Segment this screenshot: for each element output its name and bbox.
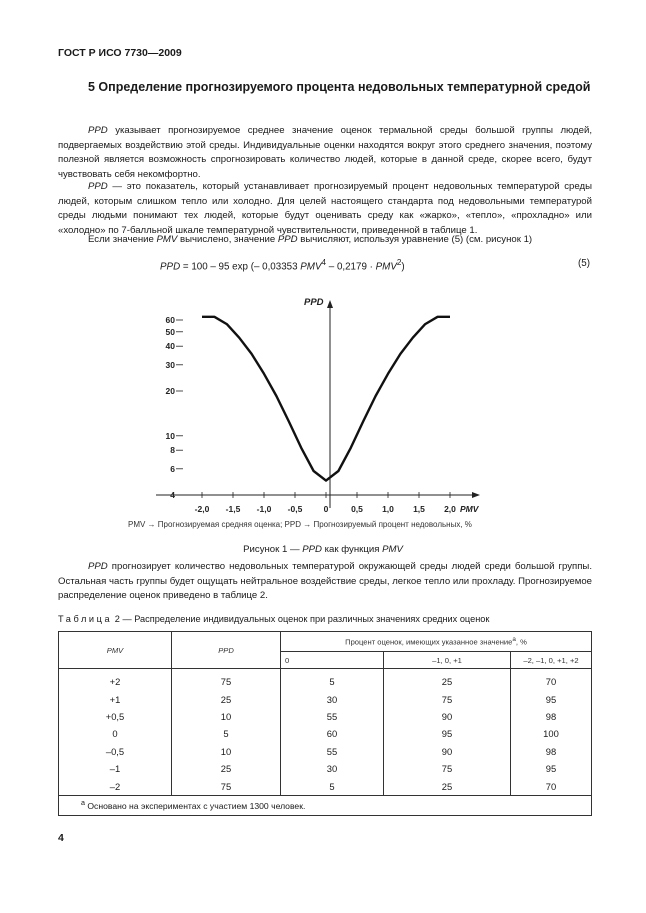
paragraph-equation-reference <box>58 233 592 248</box>
y-tick-label: 40 <box>165 341 175 352</box>
caption-text: Рисунок 1 — <box>243 544 303 555</box>
column-header-0: 0 <box>281 652 384 669</box>
y-tick-label: 20 <box>165 385 175 396</box>
table-cell: 75 <box>172 777 281 795</box>
x-tick-label: 1,0 <box>382 504 394 514</box>
table-caption-word: Таблица <box>58 614 113 624</box>
term-ppd: PPD <box>88 125 108 136</box>
x-tick-label: -2,0 <box>194 504 210 514</box>
table-row <box>59 777 592 795</box>
column-header-1: –1, 0, +1 <box>384 652 511 669</box>
distribution-table <box>58 631 592 816</box>
table-cell: –1 <box>59 760 172 777</box>
paragraph-text: прогнозирует количество недовольных температурой окружающей среды людей среди большой группы. Остальная часть группы будет ощущать нейтральное воздействие среды, легкое тепло или прохладу. Прогнозируемое распределение оценок приведено в таблице 2. <box>58 561 592 602</box>
x-tick-label: 0,5 <box>351 504 363 514</box>
table-footnote <box>59 795 592 815</box>
column-header-group <box>281 632 592 652</box>
term-ppd: PPD <box>277 234 298 245</box>
paragraph-text: вычислено, значение <box>177 234 278 245</box>
table-cell: 90 <box>384 708 511 725</box>
y-tick-label: 6 <box>170 463 175 474</box>
table-row <box>59 690 592 707</box>
header-text: Процент оценок, имеющих указанное значение <box>345 637 513 647</box>
ppd-vs-pmv-chart <box>120 290 490 520</box>
figure-caption <box>0 544 646 555</box>
table-cell: 70 <box>511 669 592 691</box>
formula-text: – 0,2179 · <box>326 261 376 273</box>
paragraph-text: — это показатель, который устанавливает прогнозируемый процент недовольных температурой среды людей, которым слишком тепло или холодно. Для целей настоящего стандарта под недовольными температурой среды людьми понимают тех людей, которые будут оценивать среду как «жарко», «тепло», «прохладно» или «холодно» по 7-балльной шкале температурной чувствительности, приведенной в таблице 1. <box>58 181 592 236</box>
formula-text: ) <box>401 261 405 273</box>
table-cell: 25 <box>384 777 511 795</box>
caption-text: как функция <box>321 544 383 555</box>
table-cell: 10 <box>172 743 281 760</box>
footnote-marker: a <box>81 799 85 808</box>
equation-number: (5) <box>578 258 590 269</box>
table-cell: 10 <box>172 708 281 725</box>
chart-legend: PMV → Прогнозируемая средняя оценка; PPD → Прогнозируемый процент недовольных, % <box>128 520 472 529</box>
table-cell: –2 <box>59 777 172 795</box>
footnote-text: Основано на экспериментах с участием 1300 человек. <box>84 801 306 812</box>
table-cell: 95 <box>384 725 511 742</box>
x-axis-title: PMV <box>460 504 479 514</box>
x-tick-label: -1,5 <box>225 504 241 514</box>
table-cell: 55 <box>281 743 384 760</box>
y-tick-label: 10 <box>165 430 175 441</box>
table-cell: 95 <box>511 760 592 777</box>
ppd-curve <box>202 317 450 481</box>
document-header: ГОСТ Р ИСО 7730—2009 <box>58 47 182 59</box>
term-ppd: PPD <box>88 181 108 192</box>
header-text: PMV <box>106 645 124 655</box>
y-tick-label: 8 <box>170 445 175 456</box>
table-cell: +2 <box>59 669 172 691</box>
formula-text: = 100 – 95 exp (– 0,03353 <box>180 261 301 273</box>
x-tick-label: 0 <box>323 504 329 514</box>
table-cell: 100 <box>511 725 592 742</box>
section-title: 5 Определение прогнозируемого процента недовольных температурной средой <box>88 80 591 94</box>
table-cell: 75 <box>172 669 281 691</box>
y-tick-label: 4 <box>170 490 175 500</box>
table-cell: 90 <box>384 743 511 760</box>
y-tick-label: 30 <box>165 359 175 370</box>
table-cell: 0 <box>59 725 172 742</box>
formula-term: PMV <box>375 261 397 273</box>
formula-exponent: 4 <box>321 258 327 267</box>
table-cell: 30 <box>281 690 384 707</box>
paragraph-ppd-prediction <box>58 560 592 604</box>
table-row <box>59 725 592 742</box>
table-cell: 5 <box>281 669 384 691</box>
table-cell: 25 <box>172 690 281 707</box>
table-caption-text: 2 — Распределение индивидуальных оценок при различных значениях средних оценок <box>112 614 490 624</box>
formula-term: PPD <box>160 261 181 273</box>
term-pmv: PMV <box>156 234 178 245</box>
table-cell: 98 <box>511 708 592 725</box>
table-cell: 30 <box>281 760 384 777</box>
y-tick-label: 50 <box>165 326 175 337</box>
formula-term: PMV <box>300 261 322 273</box>
table-cell: +0,5 <box>59 708 172 725</box>
table-cell: 75 <box>384 760 511 777</box>
table-cell: 75 <box>384 690 511 707</box>
table-cell: 95 <box>511 690 592 707</box>
paragraph-text: Если значение <box>88 234 157 245</box>
table-cell: 25 <box>384 669 511 691</box>
y-axis-arrow <box>327 300 333 308</box>
caption-term: PPD <box>302 544 322 555</box>
table-cell: 5 <box>172 725 281 742</box>
table-cell: 55 <box>281 708 384 725</box>
page-number: 4 <box>58 832 64 844</box>
table-caption <box>58 614 489 624</box>
column-header-2: –2, –1, 0, +1, +2 <box>511 652 592 669</box>
table-cell: 98 <box>511 743 592 760</box>
table-row <box>59 760 592 777</box>
x-tick-label: -0,5 <box>287 504 303 514</box>
paragraph-ppd-definition <box>58 124 592 182</box>
caption-term: PMV <box>382 544 403 555</box>
formula-exponent: 2 <box>396 258 402 267</box>
paragraph-text: вычисляют, используя уравнение (5) (см. рисунок 1) <box>297 234 533 245</box>
column-header-pmv <box>59 632 172 669</box>
x-tick-label: -1,0 <box>256 504 272 514</box>
table-cell: –0,5 <box>59 743 172 760</box>
y-tick-label: 60 <box>165 315 175 325</box>
x-axis-arrow <box>472 492 480 498</box>
table-row <box>59 743 592 760</box>
header-text: , % <box>515 637 527 647</box>
x-tick-label: 2,0 <box>444 504 456 514</box>
table-cell: +1 <box>59 690 172 707</box>
footnote-marker: a <box>512 636 516 644</box>
table-cell: 5 <box>281 777 384 795</box>
term-ppd: PPD <box>88 561 108 572</box>
table-row <box>59 669 592 691</box>
column-header-ppd <box>172 632 281 669</box>
table-cell: 70 <box>511 777 592 795</box>
x-tick-label: 1,5 <box>413 504 425 514</box>
table-cell: 25 <box>172 760 281 777</box>
header-text: PPD <box>218 645 234 655</box>
paragraph-ppd-indicator <box>58 180 592 238</box>
y-axis-title: PPD <box>304 297 324 308</box>
paragraph-text: указывает прогнозируемое среднее значение оценок термальной среды большой группы людей, подвергаемых воздействию этой среды. Индивидуальные оценки находятся вокруг этого среднего значения, поэтому полезной является возможность спрогнозировать количество людей, которые в данной среде, скорее всего, будут чувствовать себя некомфортно. <box>58 125 592 180</box>
table-cell: 60 <box>281 725 384 742</box>
equation-5 <box>160 258 405 272</box>
table-row <box>59 708 592 725</box>
